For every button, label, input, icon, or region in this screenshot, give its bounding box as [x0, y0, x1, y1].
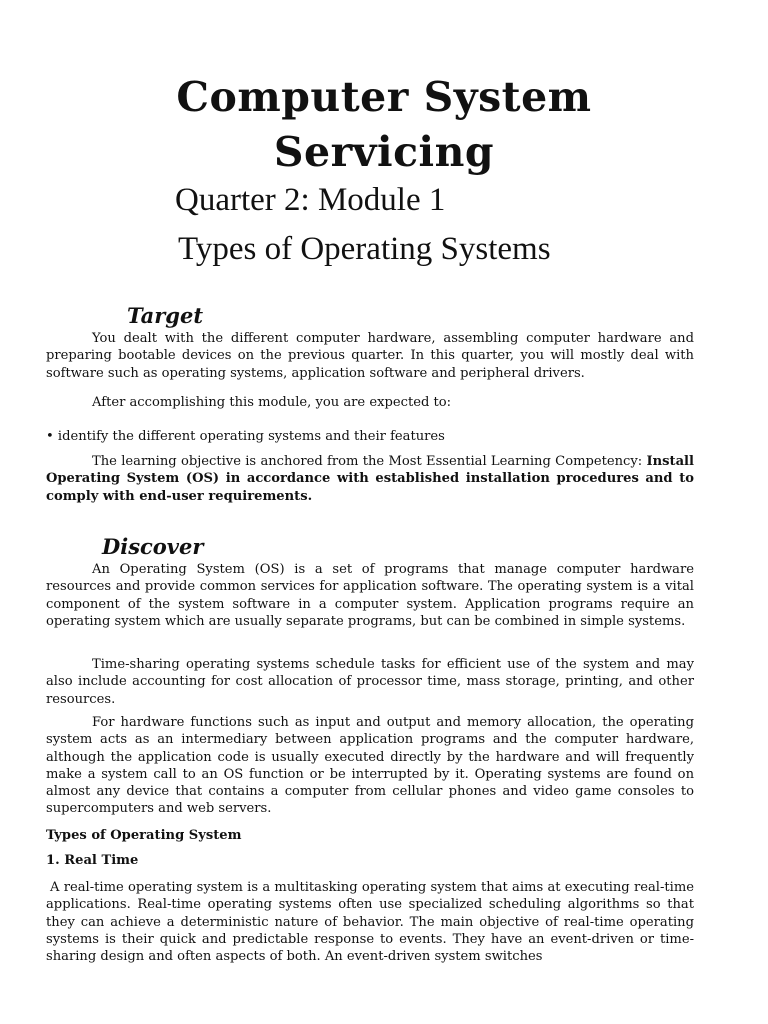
- target-paragraph: You dealt with the different computer hardware, assembling computer hardware and preparing bootable devices on the previous quarter. In this quarter, you will mostly deal with software such as operating systems, application software and peripheral drivers.: [46, 331, 694, 381]
- target-heading: Target: [127, 303, 204, 328]
- types-heading: Types of Operating System: [46, 828, 242, 843]
- objective-intro-text: The learning objective is anchored from the Most Essential Learning Competency:: [92, 454, 647, 469]
- objective-competency-text: Install Operating System (OS) in accordance with established installation procedures and to comply with end-user requirements.: [46, 454, 694, 504]
- document-title-line2: Servicing: [273, 128, 495, 176]
- discover-heading: Discover: [102, 534, 204, 559]
- real-time-paragraph: A real-time operating system is a multitasking operating system that aims at executing real-time applications. Real-time operating systems often use specialized scheduling algorithms so that they can achieve a deterministic nature of behavior. The main objective of real-time operating systems is their quick and predictable response to events. They have an event-driven or time-sharing design and often aspects of both. An event-driven system switches: [46, 880, 694, 965]
- module-subtitle: Quarter 2: Module 1: [175, 182, 446, 218]
- learning-objective-paragraph: [46, 453, 694, 505]
- real-time-heading: 1. Real Time: [46, 853, 139, 868]
- objective-bullet: • identify the different operating systems and their features: [46, 429, 445, 444]
- document-title-line1: Computer System: [176, 73, 592, 121]
- discover-paragraph-2: Time-sharing operating systems schedule tasks for efficient use of the system and may also include accounting for cost allocation of processor time, mass storage, printing, and other resources.: [46, 657, 694, 707]
- module-topic: Types of Operating Systems: [178, 231, 551, 267]
- discover-paragraph-1: An Operating System (OS) is a set of programs that manage computer hardware resources and provide common services for application software. The operating system is a vital component of the system software in a computer system. Application programs require an operating system which are usually separate programs, but can be combined in simple systems.: [46, 562, 694, 629]
- discover-paragraph-3: For hardware functions such as input and output and memory allocation, the operating system acts as an intermediary between application programs and the computer hardware, although the application code is usually executed directly by the hardware and will frequently make a system call to an OS function or be interrupted by it. Operating systems are found on almost any device that contains a computer from cellular phones and video game consoles to supercomputers and web servers.: [46, 715, 694, 817]
- target-expectation: After accomplishing this module, you are expected to:: [92, 395, 452, 410]
